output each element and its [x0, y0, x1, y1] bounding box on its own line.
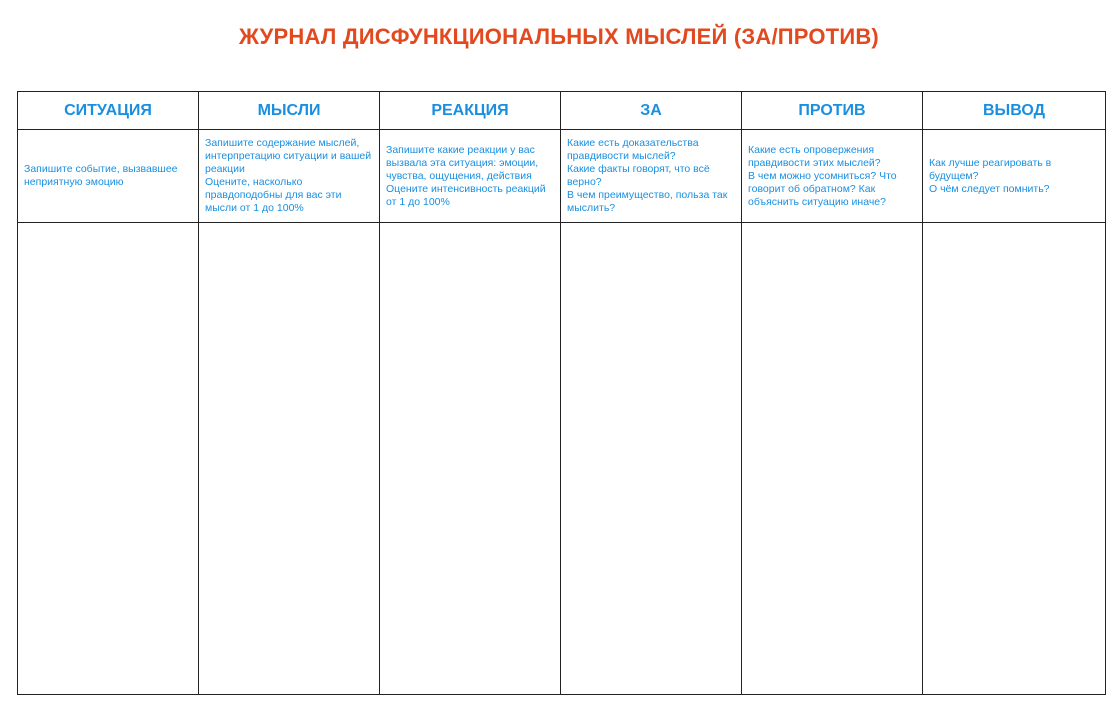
page-title: ЖУРНАЛ ДИСФУНКЦИОНАЛЬНЫХ МЫСЛЕЙ (ЗА/ПРОТИВ) [239, 24, 879, 49]
entry-cell-for[interactable] [561, 223, 742, 695]
hint-text: Запишите событие, вызвавшее неприятную эмоцию [24, 163, 178, 188]
column-header-conclusion: ВЫВОД [923, 92, 1106, 130]
header-row [18, 92, 1106, 130]
hint-cell-situation [18, 130, 199, 223]
hint-text: О чём следует помнить? [929, 182, 1050, 195]
hint-text: Какие есть доказательства правдивости мыслей? [567, 137, 699, 162]
entry-cell-reaction[interactable] [380, 223, 561, 695]
hint-text: Какие факты говорят, что всё верно? [567, 163, 710, 188]
hint-text: Как лучше реагировать в будущем? [929, 156, 1052, 182]
hint-cell-for [561, 130, 742, 223]
hint-row [18, 130, 1106, 223]
thought-journal-table [17, 91, 1106, 695]
hint-text: В чем преимущество, польза так мыслить? [567, 189, 728, 214]
hint-text: Запишите какие реакции у вас вызвала эта ситуация: эмоции, чувства, ощущения, действия [386, 143, 539, 182]
hint-text: В чем можно усомниться? Что говорит об обратном? Как объяснить ситуацию иначе? [748, 169, 897, 208]
hint-text: Оцените интенсивность реакций от 1 до 100% [386, 182, 546, 208]
column-header-for: ЗА [561, 92, 742, 130]
hint-cell-conclusion [923, 130, 1106, 223]
hint-text: Какие есть опровержения правдивости этих мыслей? [748, 143, 881, 169]
column-header-situation: СИТУАЦИЯ [18, 92, 199, 130]
entry-cell-against[interactable] [742, 223, 923, 695]
hint-text: Запишите содержание мыслей, интерпретацию ситуации и вашей реакции [205, 137, 372, 175]
entry-cell-conclusion[interactable] [923, 223, 1106, 695]
hint-cell-thoughts [199, 130, 380, 223]
column-header-reaction: РЕАКЦИЯ [380, 92, 561, 130]
column-header-thoughts: МЫСЛИ [199, 92, 380, 130]
entry-cell-situation[interactable] [18, 223, 199, 695]
entry-cell-thoughts[interactable] [199, 223, 380, 695]
column-header-against: ПРОТИВ [742, 92, 923, 130]
entry-row [18, 223, 1106, 695]
hint-cell-against [742, 130, 923, 223]
hint-cell-reaction [380, 130, 561, 223]
hint-text: Оцените, насколько правдоподобны для вас эти мысли от 1 до 100% [205, 176, 342, 214]
